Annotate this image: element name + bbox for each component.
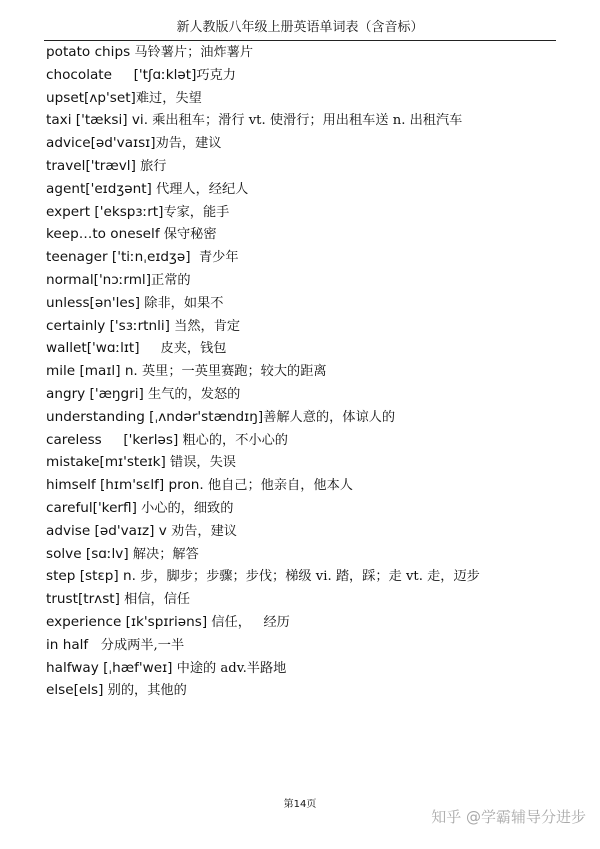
entry-definition: 保守秘密: [159, 227, 217, 243]
entry-word: himself: [46, 477, 96, 494]
entry-word: advise: [46, 522, 91, 539]
entry-phonetic: ['kerləs]: [101, 431, 179, 448]
entry-definition: 劝告，建议: [166, 523, 237, 539]
entry-word: certainly: [46, 317, 106, 334]
vocabulary-entry: [46, 543, 556, 566]
entry-phonetic: ['eɪdʒənt]: [85, 180, 152, 197]
vocabulary-entry: [46, 201, 556, 224]
vocabulary-entry: [46, 337, 556, 360]
entry-word: potato chips: [46, 44, 131, 60]
vocabulary-entry: [46, 64, 556, 87]
vocabulary-entry: [46, 178, 556, 201]
vocabulary-entry: [46, 679, 556, 702]
entry-definition: 难过，失望: [135, 90, 202, 106]
entry-phonetic: ['æŋgri]: [85, 385, 144, 402]
vocabulary-entry: [46, 451, 556, 474]
vocabulary-entry: [46, 223, 556, 246]
entry-word: wallet: [46, 340, 87, 357]
entry-definition: 生气的，发怒的: [143, 386, 241, 402]
entry-phonetic: [ɪk'spɪriəns]: [121, 613, 208, 630]
entry-phonetic: [trʌst]: [77, 591, 120, 608]
entry-phonetic: [els]: [73, 682, 104, 699]
entry-word: else: [46, 682, 74, 699]
entry-definition: 除非，如果不: [140, 295, 224, 311]
entry-definition: 信任， 经历: [207, 614, 290, 630]
page-header-title: 新人教版八年级上册英语单词表（含音标）: [176, 20, 424, 35]
entry-word: teenager: [46, 249, 108, 266]
entry-definition: 英里；一英里赛跑；较大的距离: [137, 364, 327, 380]
vocabulary-entry: [46, 155, 556, 178]
entry-word: angry: [46, 385, 86, 402]
entry-phonetic: [ˌʌndər'stændɪŋ]: [144, 408, 264, 425]
entry-word: keep…to oneself: [46, 226, 160, 243]
entry-word: trust: [46, 591, 78, 608]
vocabulary-entry: [46, 474, 556, 497]
entry-definition: 步，脚步；步骤；步伐；梯级 vi. 踏，踩；走 vt. 走，迈步: [135, 569, 480, 585]
vocabulary-entry: [46, 657, 556, 680]
entry-definition: 正常的: [151, 272, 191, 288]
vocabulary-entry: [46, 429, 556, 452]
entry-phonetic: [maɪl] n.: [75, 363, 138, 380]
entry-phonetic: ['tʃɑːklət]: [112, 66, 197, 83]
vocabulary-entry: [46, 41, 556, 64]
entry-phonetic: [ˌhæf'weɪ]: [98, 659, 173, 676]
entry-phonetic: ['ekspɜːrt]: [90, 203, 164, 220]
entry-definition: 分成两半,一半: [88, 637, 185, 653]
entry-word: in half: [46, 636, 89, 653]
entry-definition: 解决；解答: [128, 546, 199, 562]
entry-phonetic: [mɪ'steɪk]: [99, 454, 166, 471]
entry-phonetic: [sɑːlv]: [81, 545, 129, 562]
entry-phonetic: [stɛp] n.: [75, 568, 136, 585]
entry-phonetic: [hɪm'sɛlf] pron.: [95, 477, 204, 494]
entry-phonetic: [əd'vaɪz] v: [90, 522, 167, 539]
entry-word: advice: [46, 135, 91, 152]
entry-word: understanding: [46, 408, 145, 425]
vocabulary-entry: [46, 634, 556, 657]
entry-definition: 马铃薯片；油炸薯片: [130, 45, 254, 60]
entry-word: taxi: [46, 112, 72, 129]
entry-phonetic: [əd'vaɪsɪ]: [90, 135, 156, 152]
entry-definition: 相信，信任: [119, 592, 191, 608]
vocabulary-entry: [46, 520, 556, 543]
entry-definition: 错误，失误: [165, 455, 236, 471]
entry-word: careful: [46, 499, 93, 516]
page-number: 第14页: [283, 799, 317, 810]
watermark: 知乎 @学霸辅导分进步: [431, 808, 586, 826]
vocabulary-entry: [46, 132, 556, 155]
vocabulary-entry: [46, 109, 556, 132]
entry-word: travel: [46, 157, 86, 174]
entry-phonetic: ['wɑːlɪt]: [86, 340, 140, 357]
entry-phonetic: [ən'les]: [89, 294, 141, 311]
entry-phonetic: [ʌp'set]: [84, 89, 136, 106]
entry-phonetic: ['nɔːrml]: [93, 271, 152, 288]
entry-definition: 粗心的，不小心的: [178, 432, 288, 448]
entry-definition: 专家，能手: [163, 204, 230, 220]
entry-word: experience: [46, 613, 122, 630]
entry-word: halfway: [46, 659, 99, 676]
entry-word: normal: [46, 271, 94, 288]
vocabulary-entry: [46, 360, 556, 383]
entry-word: mistake: [46, 454, 100, 471]
vocabulary-entry: [46, 246, 556, 269]
vocabulary-entry: [46, 87, 556, 110]
vocabulary-entry: [46, 315, 556, 338]
entry-definition: 别的，其他的: [103, 683, 187, 699]
entry-phonetic: ['tæksi] vi.: [71, 112, 149, 129]
entry-phonetic: ['kerfl]: [92, 499, 137, 516]
entry-word: careless: [46, 431, 102, 448]
entry-definition: 当然，肯定: [169, 318, 241, 334]
entry-word: mile: [46, 363, 76, 380]
entry-definition: 劝告，建议: [155, 136, 222, 152]
entry-definition: 旅行: [135, 158, 167, 174]
entry-phonetic: ['trævl]: [85, 157, 136, 174]
entry-definition: 皮夹，钱包: [139, 341, 227, 357]
vocabulary-entry: [46, 565, 556, 588]
entry-phonetic: ['tiːnˌeɪdʒə]: [107, 249, 191, 266]
vocabulary-entry: [46, 406, 556, 429]
entry-word: chocolate: [46, 66, 112, 83]
entry-definition: 乘出租车；滑行 vt. 使滑行；用出租车送 n. 出租汽车: [148, 113, 463, 129]
entry-definition: 善解人意的，体谅人的: [263, 409, 396, 425]
vocabulary-entry: [46, 292, 556, 315]
entry-phonetic: ['sɜːrtnli]: [105, 317, 170, 334]
entry-word: expert: [46, 203, 91, 220]
vocabulary-entry: [46, 383, 556, 406]
vocabulary-entry: [46, 497, 556, 520]
entry-word: agent: [46, 180, 86, 197]
vocabulary-list: [46, 41, 556, 702]
entry-definition: 代理人，经纪人: [151, 181, 249, 197]
entry-definition: 他自己；他亲自，他本人: [203, 478, 353, 494]
vocabulary-entry: [46, 588, 556, 611]
vocabulary-entry: [46, 269, 556, 292]
entry-definition: 青少年: [190, 250, 239, 266]
entry-word: step: [46, 568, 76, 585]
entry-word: upset: [46, 89, 85, 106]
entry-word: solve: [46, 545, 82, 562]
entry-definition: 中途的 adv.半路地: [172, 660, 287, 676]
entry-word: unless: [46, 294, 90, 311]
entry-definition: 小心的，细致的: [136, 500, 234, 516]
entry-definition: 巧克力: [196, 67, 236, 83]
vocabulary-entry: [46, 611, 556, 634]
